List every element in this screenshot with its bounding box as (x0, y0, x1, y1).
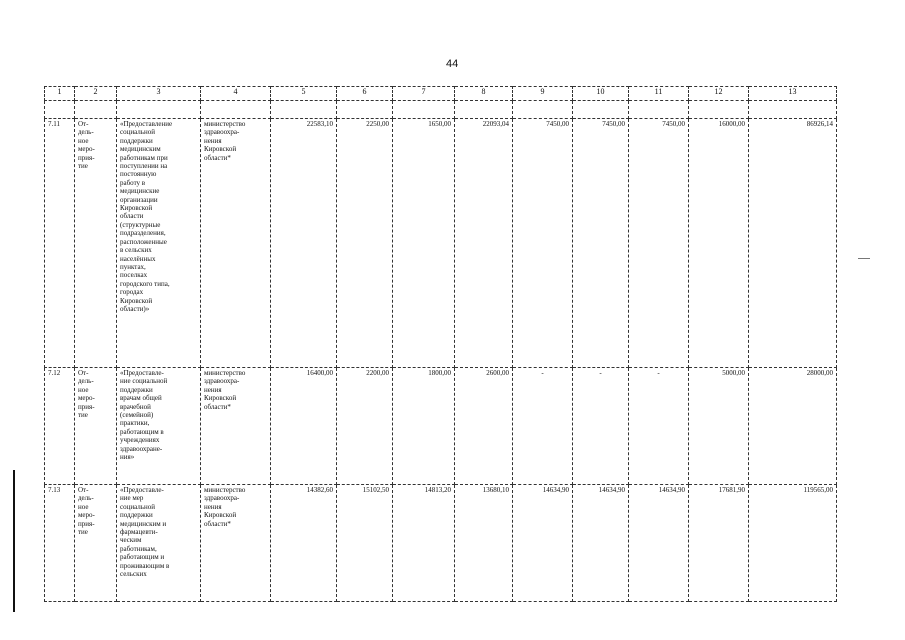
column-number: 1 (45, 87, 75, 101)
page-number: 44 (446, 58, 459, 70)
column-number: 9 (513, 87, 573, 101)
measure-type: От- дель- ное меро- прия- тие (75, 485, 117, 602)
funding-value: 5000,00 (689, 368, 749, 485)
responsible-executor: министерство здравоохра- нения Кировской области* (201, 119, 271, 368)
column-number: 2 (75, 87, 117, 101)
measure-name: «Предоставление социальной поддержки медицинским работникам при поступлении на постоянную работу в медицинские организации Кировской области (структурные подразделения, расположенные в сельских населённых пунктах, поселках городского типа, городах Кировской области)» (117, 119, 201, 368)
funding-value: 7450,00 (513, 119, 573, 368)
table-row (45, 119, 837, 368)
measure-type: От- дель- ное меро- прия- тие (75, 368, 117, 485)
column-number: 10 (573, 87, 629, 101)
row-number: 7.11 (45, 119, 75, 368)
funding-value: 17681,90 (689, 485, 749, 602)
column-number: 5 (271, 87, 337, 101)
scan-margin-line (13, 470, 15, 612)
program-table (44, 86, 837, 602)
column-number: 7 (393, 87, 455, 101)
column-number: 3 (117, 87, 201, 101)
funding-total: 86926,14 (749, 119, 837, 368)
funding-value: 16000,00 (689, 119, 749, 368)
funding-value: 14634,90 (513, 485, 573, 602)
funding-value: - (573, 368, 629, 485)
measure-name: «Предоставле- ние социальной поддержки врачам общей врачебной (семейной) практики, работающим в учреждениях здравоохране- ния» (117, 368, 201, 485)
funding-value: 14382,60 (271, 485, 337, 602)
funding-total: 119565,00 (749, 485, 837, 602)
column-number-row (45, 87, 837, 101)
funding-value: - (629, 368, 689, 485)
funding-value: 2200,00 (337, 368, 393, 485)
funding-value: - (513, 368, 573, 485)
column-number: 13 (749, 87, 837, 101)
funding-value: 14634,90 (573, 485, 629, 602)
measure-type: От- дель- ное меро- прия- тие (75, 119, 117, 368)
column-number: 4 (201, 87, 271, 101)
funding-value: 15102,50 (337, 485, 393, 602)
funding-value: 2600,00 (455, 368, 513, 485)
funding-value: 7450,00 (573, 119, 629, 368)
column-number: 11 (629, 87, 689, 101)
funding-total: 28000,00 (749, 368, 837, 485)
column-number: 12 (689, 87, 749, 101)
funding-value: 2250,00 (337, 119, 393, 368)
funding-value: 16400,00 (271, 368, 337, 485)
responsible-executor: министерство здравоохра- нения Кировской области* (201, 368, 271, 485)
scan-tick-mark (858, 258, 870, 259)
funding-value: 7450,00 (629, 119, 689, 368)
measure-name: «Предоставле- ние мер социальной поддержки медицинским и фармацевти- ческим работникам, работающим и проживающим в сельских (117, 485, 201, 602)
table-row (45, 485, 837, 602)
funding-value: 1800,00 (393, 368, 455, 485)
column-number: 6 (337, 87, 393, 101)
funding-value: 14634,90 (629, 485, 689, 602)
row-number: 7.12 (45, 368, 75, 485)
column-number: 8 (455, 87, 513, 101)
table-row (45, 368, 837, 485)
funding-value: 13680,10 (455, 485, 513, 602)
funding-value: 1650,00 (393, 119, 455, 368)
funding-value: 22093,04 (455, 119, 513, 368)
funding-value: 14813,20 (393, 485, 455, 602)
responsible-executor: министерство здравоохра- нения Кировской области* (201, 485, 271, 602)
funding-value: 22583,10 (271, 119, 337, 368)
spacer-row (45, 101, 837, 119)
row-number: 7.13 (45, 485, 75, 602)
